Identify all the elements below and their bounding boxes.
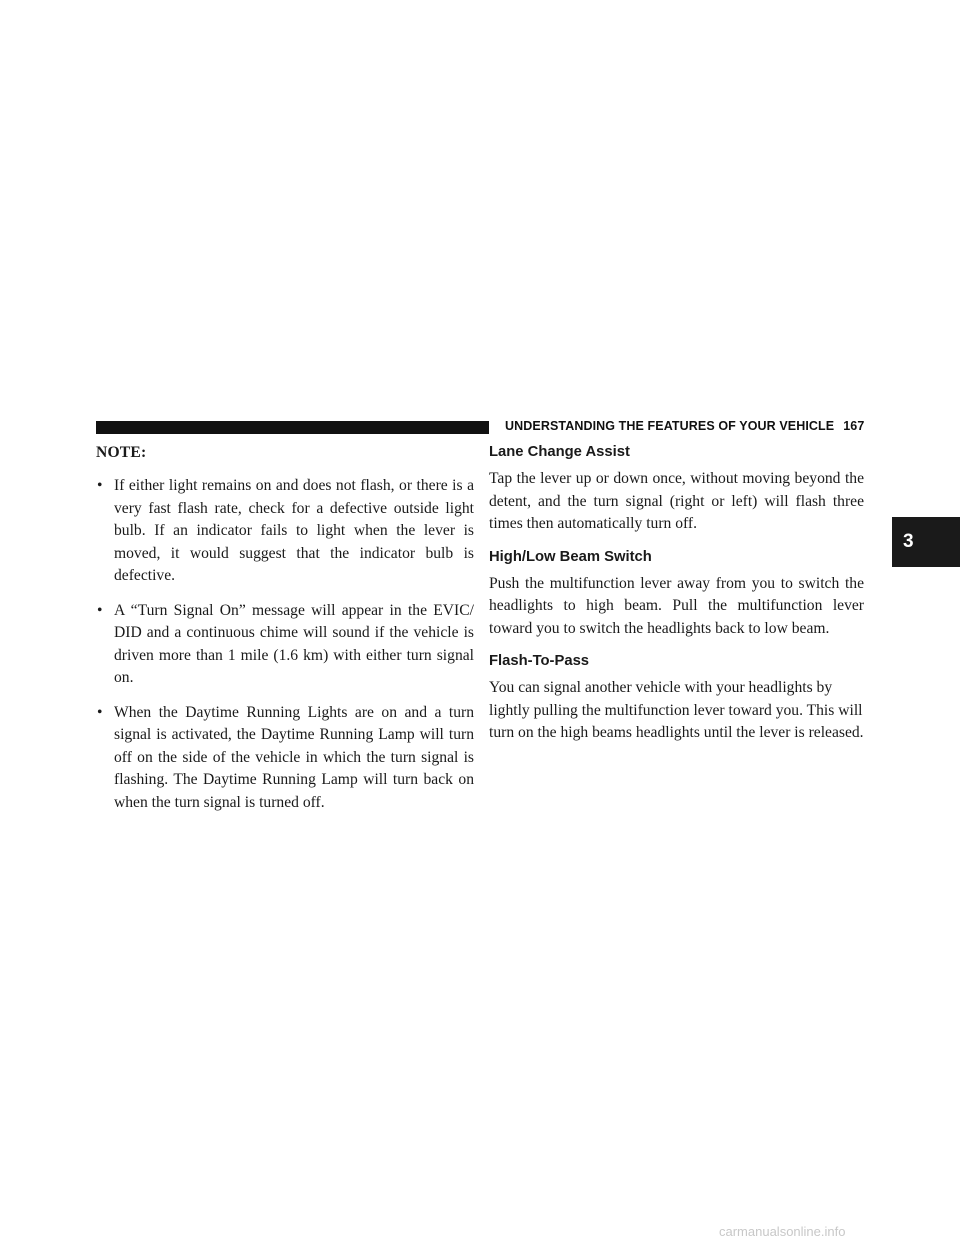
- section-body: You can signal another vehicle with your headlights by lightly pulling the multifunction lever toward you. This will turn on the high beams headlights until the lever is released.: [489, 679, 864, 741]
- left-column: [96, 442, 474, 826]
- running-header: [505, 419, 864, 433]
- section-flash-to-pass: [489, 651, 864, 745]
- watermark-link[interactable]: carmanualsonline.info: [719, 1224, 846, 1239]
- list-item: [96, 600, 474, 690]
- list-item: [96, 702, 474, 815]
- note-label: NOTE:: [96, 444, 147, 461]
- note-bullet-list: [96, 475, 474, 814]
- section-lane-change-assist: [489, 442, 864, 536]
- section-heading: Lane Change Assist: [489, 444, 630, 460]
- bullet-text: A “Turn Signal On” message will appear in the EVIC/ DID and a continuous chime will sound if the vehicle is driven more than 1 mile (1.6 km) with either turn signal on.: [114, 601, 474, 686]
- section-high-low-beam-switch: [489, 547, 864, 641]
- section-heading: High/Low Beam Switch: [489, 548, 652, 565]
- right-column: [489, 442, 864, 756]
- section-heading: Flash-To-Pass: [489, 653, 590, 669]
- section-body: Tap the lever up or down once, without moving beyond the detent, and the turn signal (right or left) will flash three times then automatically turn off.: [489, 470, 864, 532]
- bullet-icon: •: [97, 703, 103, 721]
- page-number: 167: [843, 419, 865, 433]
- bullet-text: If either light remains on and does not flash, or there is a very fast flash rate, check for a defective outside light bulb. If an indicator fails to light when the lever is moved, it would suggest that the indicator bulb is defective.: [114, 477, 474, 584]
- bullet-icon: •: [97, 601, 103, 619]
- section-title: UNDERSTANDING THE FEATURES OF YOUR VEHICLE: [505, 419, 835, 433]
- bullet-text: When the Daytime Running Lights are on and a turn signal is activated, the Daytime Running Lamp will turn off on the side of the vehicle in which the turn signal is flashing. The Daytime Running Lamp will turn back on when the turn signal is turned off.: [114, 703, 474, 811]
- bullet-icon: •: [97, 477, 103, 494]
- list-item: [96, 475, 474, 588]
- header-rule-bar: [96, 421, 489, 434]
- section-body: Push the multifunction lever away from you to switch the headlights to high beam. Pull the multifunction lever toward you to switch the headlights back to low beam.: [489, 574, 864, 637]
- chapter-tab: 3: [892, 517, 960, 567]
